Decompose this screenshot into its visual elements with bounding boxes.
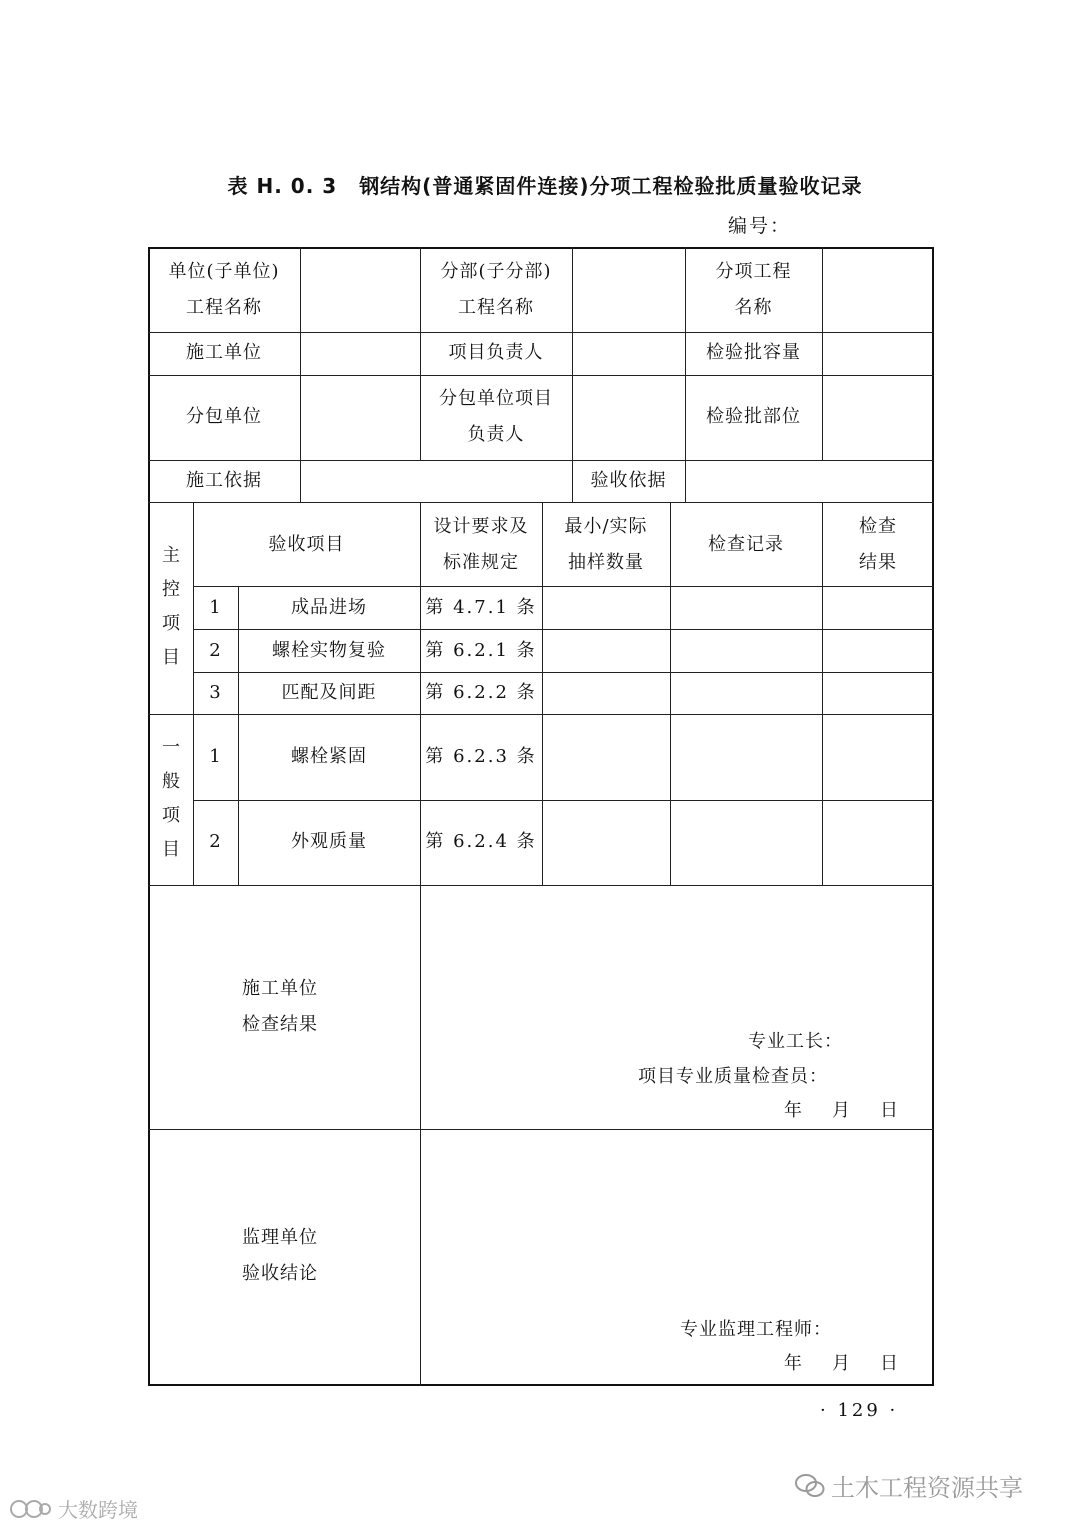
batch-location-label: 检验批部位 — [706, 406, 801, 427]
record-field[interactable] — [670, 714, 822, 800]
item-clause: 第 6.2.3 条 — [425, 746, 537, 767]
division-project-name-field[interactable] — [572, 247, 685, 332]
record-field[interactable] — [670, 800, 822, 885]
acceptance-form-table: 单位(子单位) 工程名称 分部(子分部) 工程名称 分项工程 名称 施工单位 项目负责人 检验批容量 分包单位 分包单位项目 负责人 检验批部位 施工依据 验收依据 验收项目 设计要求及 标准规定 最小/实际 抽样数量 检查记录 检查 结果 主 控 项 目 1 成品进场 第 4.7.1 条 2 螺栓实物复验 第 6.2.1 条 3 匹配及间距 第 6.2.2 条 一 般 项 目 1 螺栓紧固 第 6.2.3 条 2 外观质量 第 6.2.4 条 施工单位 检查结果 专业工长： 项目专业质量检查员： 年 月 日 监理单位 验收结论 专业监理工程师： 年 月 日 — [148, 247, 934, 1386]
watermark-right — [795, 1468, 1023, 1503]
sampling-field[interactable] — [542, 800, 670, 885]
result-field[interactable] — [822, 586, 934, 629]
acceptance-basis-label: 验收依据 — [590, 470, 667, 491]
sampling-field[interactable] — [542, 586, 670, 629]
unit-project-name-label: 单位(子单位) 工程名称 — [168, 261, 280, 318]
supervision-date: 年 月 日 — [784, 1353, 904, 1374]
subcontractor-manager-label: 分包单位项目 负责人 — [439, 388, 553, 445]
sampling-quantity-header: 最小/实际 抽样数量 — [564, 516, 648, 573]
division-project-name-label: 分部(子分部) 工程名称 — [440, 261, 552, 318]
construction-unit-field[interactable] — [300, 332, 420, 375]
construction-basis-label: 施工依据 — [186, 470, 262, 491]
acceptance-basis-field[interactable] — [685, 460, 934, 502]
construction-unit-label: 施工单位 — [186, 342, 262, 363]
record-field[interactable] — [670, 672, 822, 714]
item-name: 成品进场 — [291, 597, 367, 618]
subitem-project-name-field[interactable] — [822, 247, 934, 332]
design-requirement-header: 设计要求及 标准规定 — [433, 516, 529, 573]
record-field[interactable] — [670, 629, 822, 672]
result-field[interactable] — [822, 800, 934, 885]
sampling-field[interactable] — [542, 629, 670, 672]
watermark-right-text: 土木工程资源共享 — [831, 1474, 1023, 1502]
page-number: · 129 · — [820, 1400, 899, 1421]
foreman-signature-label: 专业工长： — [748, 1031, 843, 1052]
unit-project-name-field[interactable] — [300, 247, 420, 332]
construction-basis-field[interactable] — [300, 460, 572, 502]
result-field[interactable] — [822, 629, 934, 672]
item-name: 螺栓紧固 — [291, 746, 367, 767]
subcontractor-field[interactable] — [300, 375, 420, 460]
item-clause: 第 6.2.2 条 — [425, 682, 537, 703]
table-title-text: 钢结构(普通紧固件连接)分项工程检验批质量验收记录 — [359, 174, 863, 198]
item-name: 外观质量 — [291, 831, 367, 852]
wechat-icon — [795, 1473, 825, 1499]
form-title — [150, 170, 940, 199]
inspection-record-header: 检查记录 — [708, 534, 784, 555]
project-manager-field[interactable] — [572, 332, 685, 375]
item-clause: 第 4.7.1 条 — [425, 597, 537, 618]
sampling-field[interactable] — [542, 714, 670, 800]
supervision-conclusion-label: 监理单位 验收结论 — [242, 1227, 318, 1284]
batch-location-field[interactable] — [822, 375, 934, 460]
item-name: 螺栓实物复验 — [272, 640, 386, 661]
inspection-result-header: 检查 结果 — [859, 516, 897, 573]
item-name: 匹配及间距 — [281, 682, 377, 703]
acceptance-item-header: 验收项目 — [268, 534, 345, 555]
subcontractor-label: 分包单位 — [186, 406, 262, 427]
batch-capacity-field[interactable] — [822, 332, 934, 375]
result-field[interactable] — [822, 714, 934, 800]
watermark-left — [8, 1494, 138, 1523]
item-clause: 第 6.2.4 条 — [425, 831, 537, 852]
construction-check-date: 年 月 日 — [784, 1100, 904, 1121]
serial-number-label: 编号： — [728, 215, 792, 237]
table-code: 表 H. 0. 3 — [227, 174, 338, 198]
logo-icon — [8, 1496, 52, 1522]
sampling-field[interactable] — [542, 672, 670, 714]
construction-check-label: 施工单位 检查结果 — [242, 978, 318, 1035]
batch-capacity-label: 检验批容量 — [706, 342, 801, 363]
main-control-label: 主 控 项 目 — [162, 545, 180, 668]
subitem-project-name-label: 分项工程 名称 — [715, 261, 792, 318]
supervision-engineer-signature-label: 专业监理工程师： — [680, 1319, 832, 1340]
watermark-left-text: 大数跨境 — [58, 1498, 138, 1522]
general-items-label: 一 般 项 目 — [162, 737, 180, 860]
subcontractor-manager-field[interactable] — [572, 375, 685, 460]
record-field[interactable] — [670, 586, 822, 629]
quality-inspector-signature-label: 项目专业质量检查员： — [638, 1066, 828, 1087]
item-clause: 第 6.2.1 条 — [425, 640, 537, 661]
result-field[interactable] — [822, 672, 934, 714]
project-manager-label: 项目负责人 — [448, 342, 544, 363]
